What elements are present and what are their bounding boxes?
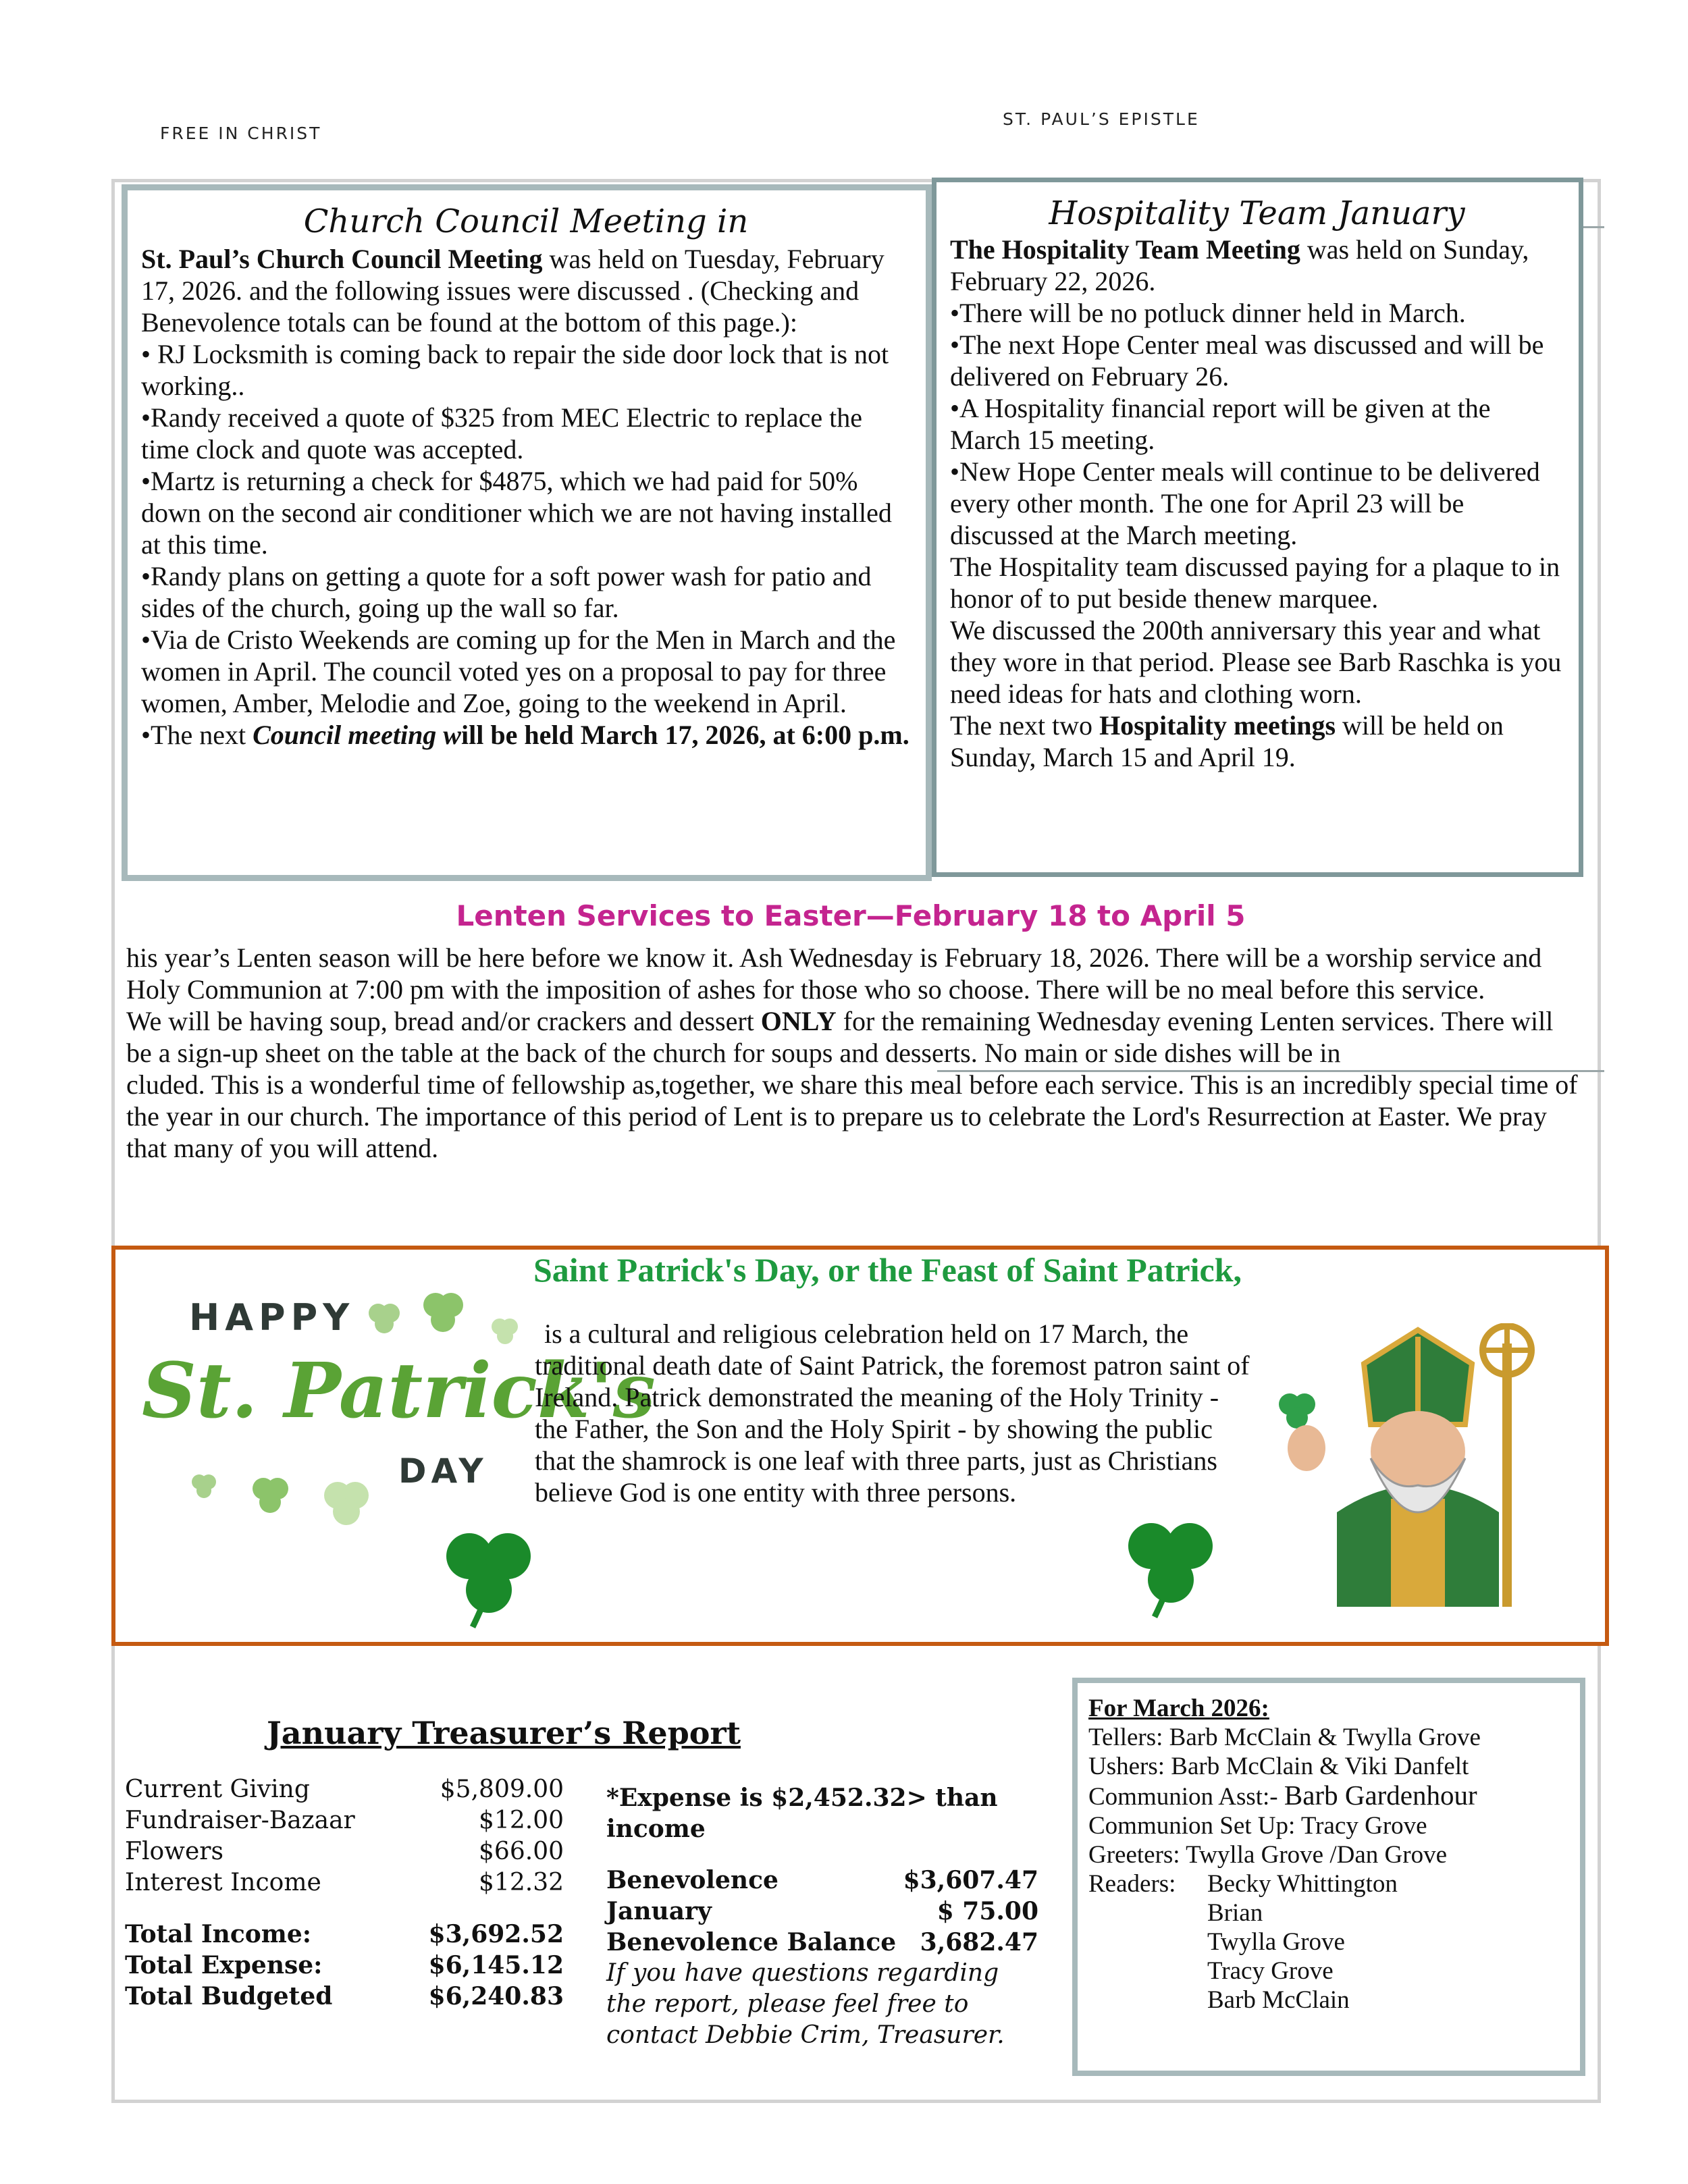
council-item: •Randy plans on getting a quote for a soft power wash for patio and sides of the church, going up the wall so far. — [141, 561, 872, 623]
hospitality-body — [950, 234, 1564, 773]
council-next-bold: ill be held March 17, 2026, at 6:00 p.m. — [461, 720, 909, 750]
shamrock-right-icon — [1114, 1506, 1229, 1620]
logo-happy: HAPPY — [189, 1296, 355, 1339]
benevolence-row — [606, 1927, 1038, 1958]
logo-shamrocks-bottom-icon — [182, 1462, 398, 1536]
hospitality-next-rest: will be held on Sunday, March 15 and April 19. — [950, 710, 1504, 772]
income-row — [125, 1774, 564, 1805]
treasurer-benevolence — [606, 1782, 1038, 2051]
income-row — [125, 1805, 564, 1836]
total-label: Total Income: — [125, 1920, 312, 1948]
income-value: $66.00 — [479, 1838, 564, 1865]
logo-day: DAY — [398, 1451, 488, 1491]
benevolence-value: $ 75.00 — [937, 1897, 1038, 1925]
march-tellers: Tellers: Barb McClain & Twylla Grove — [1088, 1724, 1481, 1751]
council-next-italic: Council meeting w — [253, 720, 461, 750]
hospitality-box — [932, 178, 1583, 877]
lenten-p1: his year’s Lenten season will be here before we know it. Ash Wednesday is February 18, 2026. There will be a worship service and Holy Communion at 7:00 pm with the imposition of ashes for those who so choose. There will be no meal before this service. — [126, 942, 1542, 1005]
total-row — [125, 1950, 564, 1981]
income-label: Current Giving — [125, 1776, 310, 1803]
income-label: Interest Income — [125, 1869, 321, 1896]
shamrock-left-icon — [432, 1516, 547, 1630]
hospitality-lead-bold: The Hospitality Team Meeting — [950, 234, 1300, 265]
total-value: $3,692.52 — [428, 1920, 564, 1948]
total-value: $6,145.12 — [428, 1951, 564, 1979]
logo-name: St. Patrick's — [142, 1347, 656, 1435]
council-title: Church Council Meeting in — [303, 203, 749, 240]
benevolence-label: January — [606, 1897, 712, 1925]
hospitality-item: •The next Hope Center meal was discussed and will be delivered on February 26. — [950, 329, 1544, 392]
stpatrick-logo — [142, 1279, 656, 1536]
saint-patrick-illustration-icon — [1242, 1323, 1593, 1607]
lenten-p2-bold: ONLY — [760, 1006, 837, 1036]
hospitality-item: •There will be no potluck dinner held in March. — [950, 298, 1466, 328]
council-item: •Randy received a quote of $325 from MEC Electric to replace the time clock and quote was accepted. — [141, 402, 863, 464]
hospitality-title: Hospitality Team January — [1049, 194, 1465, 232]
total-label: Total Expense: — [125, 1951, 323, 1979]
march-body — [1088, 1694, 1569, 2015]
income-value: $12.00 — [479, 1807, 564, 1834]
council-item: •Via de Cristo Weekends are coming up for the Men in March and the women in April. The council voted yes on a proposal to pay for three women, Amber, Melodie and Zoe, going to the weekend in April. — [141, 624, 896, 718]
council-box — [122, 184, 932, 881]
benevolence-row — [606, 1896, 1038, 1927]
expense-note: *Expense is $2,452.32> than income — [606, 1784, 998, 1843]
lenten-title: Lenten Services to Easter—February 18 to April 5 — [456, 899, 1246, 932]
benevolence-value: $3,607.47 — [903, 1866, 1038, 1894]
lenten-body — [126, 942, 1585, 1164]
lenten-p3: cluded. This is a wonderful time of fellowship as,together, we share this meal before each service. This is an incredibly special time of the year in our church. The importance of this period of Lent is to prepare us to celebrate the Lord's Resurrection at Easter. We pray that many of you will attend. — [126, 1069, 1578, 1163]
hospitality-item: •A Hospitality financial report will be given at the March 15 meeting. — [950, 393, 1491, 455]
march-greeters: Greeters: Twylla Grove /Dan Grove — [1088, 1841, 1447, 1869]
reader-name: Barb McClain — [1207, 1986, 1350, 2014]
benevolence-label: Benevolence — [606, 1866, 779, 1894]
header-right: ST. PAUL’S EPISTLE — [1003, 109, 1200, 129]
income-value: $5,809.00 — [440, 1776, 564, 1803]
march-box — [1072, 1678, 1585, 2076]
income-value: $12.32 — [479, 1869, 564, 1896]
header-left: FREE IN CHRIST — [160, 124, 322, 143]
march-setup: Communion Set Up: Tracy Grove — [1088, 1812, 1427, 1840]
hospitality-item: The Hospitality team discussed paying for a plaque to in honor of to put beside thenew marquee. — [950, 552, 1560, 614]
reader-name: Tracy Grove — [1207, 1957, 1334, 1985]
logo-shamrocks-top-icon — [351, 1286, 527, 1360]
treasurer-contact: If you have questions regarding the report, please feel free to contact Debbie Crim, Treasurer. — [606, 1959, 1005, 2049]
lenten-p2-rest: for the remaining Wednesday evening Lenten services. There will be a sign-up sheet on the table at the back of the church for soups and desserts. No main or side dishes will be in — [126, 1006, 1554, 1068]
treasurer-title: January Treasurer’s Report — [267, 1715, 741, 1751]
total-label: Total Budgeted — [125, 1982, 333, 2010]
reader-name: Brian — [1207, 1899, 1263, 1927]
hospitality-next-bold: Hospitality meetings — [1099, 710, 1336, 741]
march-communion-prefix: Communion Asst:- — [1088, 1783, 1284, 1811]
hospitality-next-prefix: The next two — [950, 710, 1100, 741]
income-label: Flowers — [125, 1838, 223, 1865]
council-body — [141, 243, 911, 751]
total-row — [125, 1981, 564, 2012]
council-next-prefix: •The next — [141, 720, 253, 750]
council-lead-rest: was held on Tuesday, February 17, 2026. and the following issues were discussed . (Checking and Benevolence totals can be found at the bottom of this page.): — [141, 244, 885, 338]
hospitality-item: We discussed the 200th anniversary this year and what they wore in that period. Please see Barb Raschka is you need ideas for hats and clothing worn. — [950, 615, 1562, 709]
march-ushers: Ushers: Barb McClain & Viki Danfelt — [1088, 1753, 1469, 1780]
lenten-p2-prefix: We will be having soup, bread and/or crackers and dessert — [126, 1006, 761, 1036]
council-item: •Martz is returning a check for $4875, which we had paid for 50% down on the second air conditioner which we are not having installed at this time. — [141, 466, 892, 560]
stpatrick-text: is a cultural and religious celebration held on 17 March, the traditional death date of Saint Patrick, the foremost patron saint of Ireland. Patrick demonstrated the meaning of the Holy Trinity - the Father, the Son and the Holy Spirit - by showing the public that the shamrock is one leaf with three parts, just as Christians believe God is one entity with three persons. — [535, 1319, 1250, 1508]
treasurer-income — [125, 1774, 564, 2012]
stpatrick-title: Saint Patrick's Day, or the Feast of Saint Patrick, — [533, 1251, 1242, 1289]
income-label: Fundraiser-Bazaar — [125, 1807, 355, 1834]
benevolence-value: 3,682.47 — [920, 1928, 1038, 1956]
march-readers-label: Readers: — [1088, 1870, 1176, 1898]
income-row — [125, 1867, 564, 1898]
hospitality-item: •New Hope Center meals will continue to be delivered every other month. The one for April 23 will be discussed at the March meeting. — [950, 456, 1540, 550]
benevolence-label: Benevolence Balance — [606, 1928, 897, 1956]
income-row — [125, 1836, 564, 1867]
reader-name: Twylla Grove — [1207, 1928, 1345, 1956]
hospitality-lead-rest: was held on Sunday, February 22, 2026. — [950, 234, 1529, 296]
council-lead-bold: St. Paul’s Church Council Meeting — [141, 244, 543, 274]
march-communion-name: Barb Gardenhour — [1284, 1780, 1477, 1811]
council-item: • RJ Locksmith is coming back to repair the side door lock that is not working.. — [141, 339, 889, 401]
march-title: For March 2026: — [1088, 1695, 1269, 1722]
march-readers — [1088, 1869, 1569, 2015]
benevolence-row — [606, 1865, 1038, 1896]
total-value: $6,240.83 — [428, 1982, 564, 2010]
reader-name: Becky Whittington — [1207, 1870, 1398, 1898]
total-row — [125, 1919, 564, 1950]
